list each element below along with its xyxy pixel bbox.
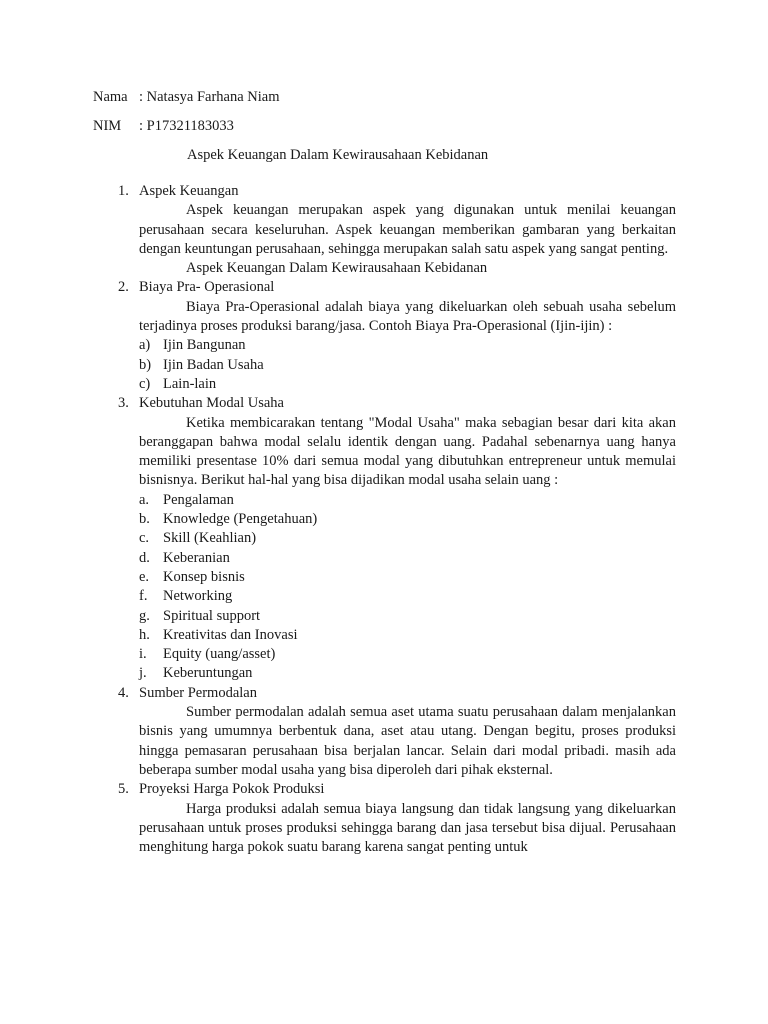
nim-line xyxy=(93,117,234,136)
list-marker: d. xyxy=(139,549,150,566)
section-number: 3. xyxy=(118,395,129,412)
list-text: Ijin Badan Usaha xyxy=(163,356,264,373)
list-text: Kreativitas dan Inovasi xyxy=(163,626,298,643)
list-text: Keberuntungan xyxy=(163,665,253,682)
section-number: 1. xyxy=(118,183,129,199)
section-list xyxy=(118,182,676,857)
list-item xyxy=(139,645,676,664)
section-heading: Biaya Pra- Operasional xyxy=(139,279,275,296)
list-text: Equity (uang/asset) xyxy=(163,646,276,663)
list-text: Skill (Keahlian) xyxy=(163,530,257,547)
list-text: Konsep bisnis xyxy=(163,568,245,585)
section-1 xyxy=(118,182,676,278)
section-paragraph: Harga produksi adalah semua biaya langsung dan tidak langsung yang dikeluarkan perusahaan untuk proses produksi sehingga barang dan jasa tersebut bisa dijual. Perusahaan menghitung harga pokok suatu barang karena sangat penting untuk xyxy=(139,800,676,856)
list-item xyxy=(139,587,676,606)
document-title: Aspek Keuangan Dalam Kewirausahaan Kebidanan xyxy=(187,147,489,163)
section-number: 4. xyxy=(118,684,129,701)
section-3 xyxy=(118,394,676,683)
list-item xyxy=(139,549,676,568)
list-item xyxy=(139,607,676,626)
section-heading: Aspek Keuangan xyxy=(139,183,239,199)
list-text: Ijin Bangunan xyxy=(163,337,246,354)
list-marker: i. xyxy=(139,646,147,663)
section-number: 5. xyxy=(118,781,129,798)
list-marker: c) xyxy=(139,375,151,392)
list-marker: h. xyxy=(139,626,150,643)
list-text: Pengalaman xyxy=(163,491,234,508)
nim-label: NIM xyxy=(93,118,122,134)
section-paragraph: Aspek keuangan merupakan aspek yang digunakan untuk menilai keuangan perusahaan secara keseluruhan. Aspek keuangan memberikan gambaran yang berkaitan dengan keuntungan perusahaan, sehingga merupakan salah satu aspek yang sangat penting. xyxy=(139,202,676,257)
list-marker: c. xyxy=(139,530,150,547)
nim-value: : P17321183033 xyxy=(139,118,234,134)
list-item xyxy=(139,664,676,683)
list-item xyxy=(139,336,676,355)
list-item xyxy=(139,491,676,510)
name-label: Nama xyxy=(93,89,128,105)
section-paragraph-2: Aspek Keuangan Dalam Kewirausahaan Kebidanan xyxy=(186,260,488,277)
section-number: 2. xyxy=(118,279,129,296)
list-marker: a. xyxy=(139,491,150,508)
section-paragraph: Biaya Pra-Operasional adalah biaya yang dikeluarkan oleh sebuah usaha sebelum terjadinya proses produksi barang/jasa. Contoh Biaya Pra-Operasional (Ijin-ijin) : xyxy=(139,298,676,335)
section-heading: Sumber Permodalan xyxy=(139,684,257,701)
list-item xyxy=(139,529,676,548)
name-value: : Natasya Farhana Niam xyxy=(139,89,280,105)
list-text: Lain-lain xyxy=(163,375,217,392)
list-item xyxy=(139,375,676,394)
section-2 xyxy=(118,278,676,394)
section-paragraph: Sumber permodalan adalah semua aset utama suatu perusahaan dalam menjalankan bisnis yang umumnya berbentuk dana, aset atau utang. Dengan begitu, proses produksi hingga pemasaran perusahaan bisa berjalan lancar. Selain dari modal pribadi. masih ada beberapa sumber modal usaha yang bisa diperoleh dari pihak eksternal. xyxy=(139,704,676,778)
list-marker: a) xyxy=(139,337,151,354)
section-4 xyxy=(118,684,676,780)
list-item xyxy=(139,568,676,587)
name-line xyxy=(93,88,280,107)
list-text: Knowledge (Pengetahuan) xyxy=(163,511,318,528)
section-heading: Kebutuhan Modal Usaha xyxy=(139,395,284,412)
list-text: Spiritual support xyxy=(163,607,261,624)
list-text: Networking xyxy=(163,588,233,605)
list-item xyxy=(139,626,676,645)
section-5 xyxy=(118,780,676,857)
list-item xyxy=(139,356,676,375)
section-heading: Proyeksi Harga Pokok Produksi xyxy=(139,781,325,798)
section-paragraph: Ketika membicarakan tentang "Modal Usaha" maka sebagian besar dari kita akan beranggapan bahwa modal selalu identik dengan uang. Padahal sebenarnya uang hanya memiliki presentase 10% dari semua modal yang dibutuhkan entrepreneur untuk memulai bisnisnya. Berikut hal-hal yang bisa dijadikan modal usaha selain uang : xyxy=(139,414,676,489)
list-item xyxy=(139,510,676,529)
list-marker: e. xyxy=(139,568,150,585)
list-marker: j. xyxy=(139,665,147,682)
list-marker: b) xyxy=(139,356,152,373)
list-text: Keberanian xyxy=(163,549,230,566)
list-marker: g. xyxy=(139,607,150,624)
list-marker: f. xyxy=(139,588,148,605)
list-marker: b. xyxy=(139,511,150,528)
